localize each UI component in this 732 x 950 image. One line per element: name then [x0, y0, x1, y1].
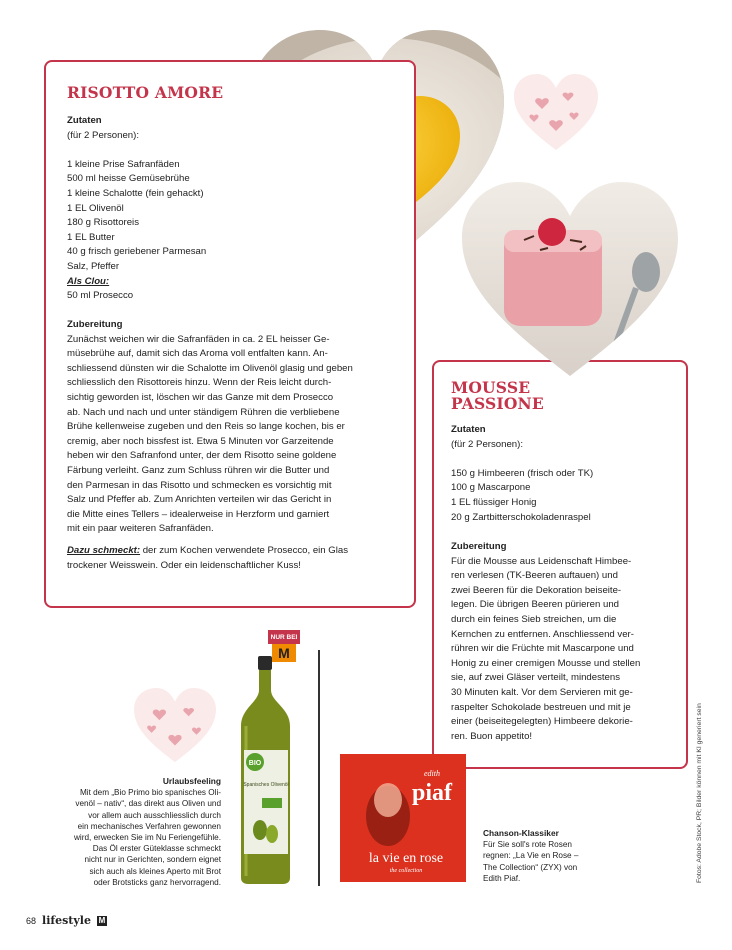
album-artist-first: edith [424, 769, 440, 778]
album-caption [483, 828, 613, 884]
risotto-title: RISOTTO AMORE [67, 83, 224, 102]
page-number: 68 [26, 915, 37, 926]
prep-line: ren. Buon appetito! [451, 730, 533, 742]
caption-line: venöl – nativ“, das direkt aus Oliven und [75, 799, 221, 809]
prep-line: mit ein paar weiteren Safranfäden. [67, 523, 214, 535]
ingredient-item: 1 EL Olivenöl [67, 202, 124, 214]
caption-line: sich auch als kleines Aperto mit Brot [89, 866, 221, 876]
prep-line: Kernchen zu entfernen. Anschliessend ver- [451, 628, 634, 640]
caption-line: Mit dem „Bio Primo bio spanisches Oli- [79, 788, 221, 798]
caption-line: Das Öl erster Güteklasse schmeckt [92, 844, 221, 854]
prep-line: Färbung verleiht. Ganz zum Schluss rühren wir die Butter und [67, 464, 330, 476]
prep-line: schliessend dünsten wir die Schalotte im Olivenöl glasig und geben [67, 362, 353, 374]
prep-line: 30 Minuten kalt. Vor dem Servieren mit ge- [451, 686, 633, 698]
prep-line: zwei Beeren für die Dekoration beiseite- [451, 584, 622, 596]
prep-line: cremig, aber noch bissfest ist. Etwa 5 Minuten vor Garzeitende [67, 435, 334, 447]
caption-line: vor allem auch ausschliesslich durch [88, 810, 221, 820]
dazu-text: der zum Kochen verwendete Prosecco, ein Glas [140, 545, 349, 556]
caption-line: Für Sie soll's rote Rosen [483, 840, 572, 850]
edith-piaf-album-cover [340, 754, 466, 882]
bottle-label-text: Spanisches Olivenöl [243, 782, 289, 788]
prep-line: die Mitte eines Tellers – idealerweise in Herzform und garniert [67, 508, 330, 520]
ingredient-item: Salz, Pfeffer [67, 260, 120, 272]
dazu-label: Dazu schmeckt: [67, 545, 141, 556]
clou-label: Als Clou: [67, 275, 110, 287]
prep-line: rühren wir die Früchte mit Mascarpone und [451, 643, 634, 655]
prep-line: Salz und Pfeffer ab. Zum Anrichten verteilen wir das Gericht in [67, 494, 332, 506]
prep-heading: Zubereitung [451, 541, 507, 552]
prep-line: Honig zu einer cremigen Mousse und stellen [451, 657, 641, 669]
prep-line: ren verlesen (TK-Beeren auftauen) und [451, 570, 618, 582]
mousse-heart-photo [460, 180, 718, 380]
prep-line: Brühe kellenweise zugeben und den Reis so lange kochen, bis er [67, 421, 345, 433]
mousse-ingredients [451, 423, 671, 525]
prep-line: Für die Mousse aus Leidenschaft Himbee- [451, 555, 632, 567]
servings-text: (für 2 Personen): [451, 438, 523, 450]
caption-line: oder Brotsticks ganz hervorragend. [93, 877, 221, 887]
risotto-preparation [67, 318, 393, 537]
prep-line: einer (beiseitegelegten) Himbeere dekorie- [451, 716, 633, 728]
prep-line: den Parmesan in das Risotto und schmecken es vorsichtig mit [67, 479, 332, 491]
caption-heading: Chanson-Klassiker [483, 828, 559, 838]
olive-oil-caption [40, 776, 221, 888]
ingredient-item: 20 g Zartbitterschokoladenraspel [451, 511, 591, 523]
prep-line: heben wir den Safranfond unter, der dem Risotto seine goldene [67, 450, 337, 462]
ingredient-item: 1 kleine Prise Safranfäden [67, 158, 180, 170]
caption-line: ein mechanisches Verfahren gewonnen [77, 821, 221, 831]
ingredient-item: 500 ml heisse Gemüsebrühe [67, 173, 190, 185]
mousse-preparation [451, 540, 673, 744]
column-divider [318, 650, 320, 886]
prep-line: schliesslich den Risottoreis hinzu. Wenn der Reis leicht durch- [67, 377, 332, 389]
prep-line: müsebrühe auf, damit sich das Aroma voll entfalten kann. An- [67, 348, 328, 360]
servings-text: (für 2 Personen): [67, 129, 139, 141]
ingredient-item: 1 kleine Schalotte (fein gehackt) [67, 187, 204, 199]
mousse-title-line1: MOUSSE [451, 378, 531, 397]
album-title: la vie en rose [368, 851, 444, 866]
decorative-hearts-image [512, 72, 600, 154]
ingredients-heading: Zutaten [67, 115, 102, 126]
section-logo: lifestyle [42, 914, 91, 927]
m-logo-badge: M [278, 645, 290, 661]
mousse-title [451, 380, 611, 412]
prep-line: legen. Die übrigen Beeren pürieren und [451, 599, 620, 611]
prep-line: raspelter Schokolade bestreuen und mit je [451, 701, 631, 713]
prep-line: Zunächst weichen wir die Safranfäden in ca. 2 EL heisser Ge- [67, 333, 330, 345]
decorative-hearts-image [132, 686, 218, 766]
prep-line: durch ein feines Sieb streichen, um die [451, 613, 617, 625]
magazine-logo-icon: M [98, 915, 106, 925]
ingredient-item: 50 ml Prosecco [67, 290, 134, 302]
prep-line: sichtig geworden ist, löschen wir das Ganze mit dem Prosecco [67, 391, 334, 403]
caption-heading: Urlaubsfeeling [162, 776, 221, 786]
prep-heading: Zubereitung [67, 319, 123, 330]
album-subtitle: the collection [389, 868, 423, 874]
ingredient-item: 150 g Himbeeren (frisch oder TK) [451, 467, 594, 479]
ingredient-item: 180 g Risottoreis [67, 217, 139, 229]
olive-oil-bottle-image [238, 630, 302, 886]
ingredient-item: 100 g Mascarpone [451, 482, 531, 494]
caption-line: regnen: „La Vie en Rose – [483, 851, 579, 861]
risotto-pairing [67, 544, 393, 573]
prep-line: ab. Nach und nach und unter ständigem Rühren die verbliebene [67, 406, 340, 418]
page-footer [26, 914, 107, 927]
prep-line: sie, auf zwei Gläser verteilt, mindestens [451, 672, 621, 684]
ingredient-item: 1 EL flüssiger Honig [451, 496, 537, 508]
ingredient-item: 1 EL Butter [67, 231, 115, 243]
caption-line: wird, erwecken Sie im Nu Feriengefühle. [74, 833, 221, 843]
caption-line: The Collection“ (ZYX) von [483, 862, 578, 872]
caption-line: Edith Piaf. [483, 873, 521, 883]
risotto-ingredients [67, 114, 387, 304]
caption-line: nicht nur in Gerichten, sondern eignet [84, 855, 221, 865]
dazu-text: trockener Weisswein. Oder ein leidenschaftlicher Kuss! [67, 559, 301, 571]
bio-label-brand: BIO [248, 760, 262, 767]
mousse-title-line2: PASSIONE [451, 394, 544, 413]
album-artist: piaf [411, 780, 453, 806]
ingredient-item: 40 g frisch geriebener Parmesan [67, 246, 207, 258]
ingredients-heading: Zutaten [451, 424, 486, 435]
photo-credit: Fotos: Adobe Stock, PR; Bilder können mit KI generiert sein [696, 703, 703, 883]
nur-bei-badge: NUR BEI [270, 634, 298, 641]
